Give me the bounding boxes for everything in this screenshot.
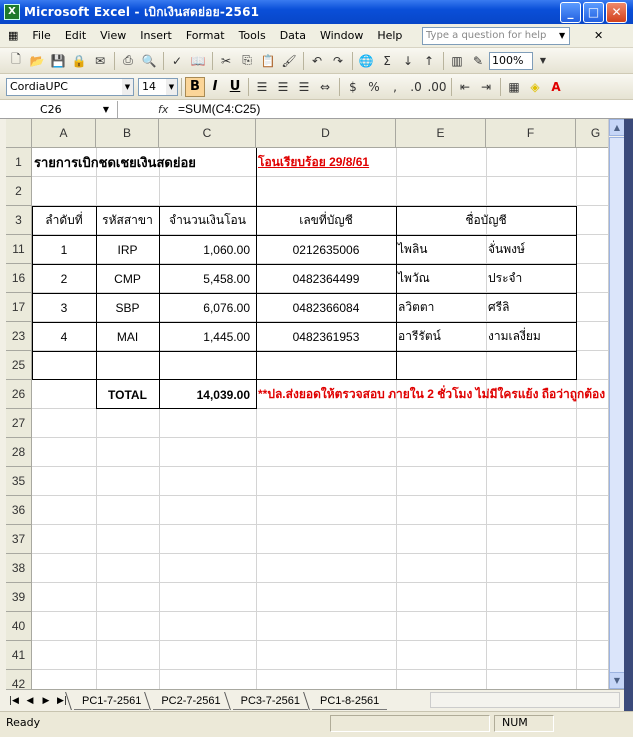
fx-icon[interactable]: fx	[158, 102, 169, 116]
sheet-tab[interactable]: PC1-8-2561	[312, 692, 387, 710]
font-name-select[interactable]	[6, 78, 134, 96]
excel-app-icon[interactable]: X	[4, 4, 20, 20]
separator	[500, 78, 501, 96]
num-lock-indicator: NUM	[502, 716, 528, 729]
table-border	[32, 293, 576, 294]
cell-first-name[interactable]: ลวิตตา	[398, 300, 435, 314]
underline-button[interactable]: U	[229, 78, 241, 94]
cell-amount[interactable]: 1,060.00	[203, 242, 250, 257]
sheet-tab[interactable]: PC1-7-2561	[74, 692, 149, 710]
horizontal-scrollbar[interactable]	[430, 692, 620, 708]
chevron-down-icon: ▼	[102, 104, 109, 114]
copy-icon[interactable]: ⎘	[242, 53, 252, 67]
table-border	[96, 380, 97, 409]
menu-data[interactable]: Data	[279, 29, 306, 42]
status-panel	[330, 715, 490, 732]
row-header[interactable]: 42	[6, 670, 32, 689]
row-header[interactable]: 3	[6, 206, 32, 235]
decrease-indent-icon[interactable]: ⇤	[459, 79, 471, 94]
cell-first-name[interactable]: อารีรัตน์	[398, 329, 441, 343]
next-sheet-icon[interactable]: ▶	[42, 695, 50, 706]
header-account-name[interactable]: ชื่อบัญชี	[465, 213, 507, 227]
cell-first-name[interactable]: ไพลิน	[398, 242, 428, 256]
workbook-icon[interactable]: ▦	[8, 29, 19, 42]
gridline	[32, 524, 608, 525]
separator	[163, 52, 164, 70]
cut-icon[interactable]: ✂	[220, 53, 232, 68]
ask-question-input[interactable]: Type a question for help	[422, 27, 570, 45]
research-icon[interactable]: 📖	[190, 53, 206, 68]
table-border	[32, 206, 576, 207]
select-all-corner[interactable]	[6, 119, 32, 148]
title-cell[interactable]: รายการเบิกชดเชยเงินสดย่อย	[34, 155, 196, 170]
cell-last-name[interactable]: ศรีลิ	[488, 300, 510, 314]
table-border	[256, 148, 257, 409]
row-header[interactable]: 17	[6, 293, 32, 322]
gridline	[32, 553, 608, 554]
sheet-tab[interactable]: PC2-7-2561	[153, 692, 228, 710]
cell-branch[interactable]: SBP	[115, 300, 140, 315]
undo-icon[interactable]: ↶	[311, 53, 323, 68]
last-sheet-icon[interactable]: ▶|	[57, 695, 67, 706]
scroll-down-icon[interactable]: ▼	[609, 672, 625, 689]
cell-last-name[interactable]: จั่นพงษ์	[488, 242, 525, 256]
gridline	[32, 611, 608, 612]
scroll-up-icon[interactable]: ▲	[609, 119, 625, 136]
cell-account[interactable]: 0482364499	[292, 271, 360, 286]
font-size-value: 14	[142, 79, 156, 93]
separator	[451, 78, 452, 96]
row-header[interactable]: 40	[6, 612, 32, 641]
cell-last-name[interactable]: ประจำ	[488, 271, 523, 285]
sheet-tab[interactable]: PC3-7-2561	[233, 692, 308, 710]
total-label-cell[interactable]: TOTAL	[108, 387, 147, 402]
warning-note-cell[interactable]: **ปล.ส่งยอดให้ตรวจสอบ ภายใน 2 ชั่วโมง ไม่มีใครแย้ง ถือว่าถูกต้อง	[258, 387, 606, 401]
column-header-c[interactable]: C	[159, 119, 256, 148]
row-header[interactable]: 1	[6, 148, 32, 177]
print-preview-icon[interactable]: 🔍	[141, 53, 157, 68]
paste-icon[interactable]: 📋	[260, 53, 276, 68]
increase-decimal-icon[interactable]: .0	[410, 79, 422, 94]
first-sheet-icon[interactable]: |◀	[9, 695, 19, 706]
table-border	[32, 264, 576, 265]
drawing-icon[interactable]: ✎	[472, 53, 484, 68]
transfer-note-cell[interactable]: โอนเรียบร้อย 29/8/61	[258, 155, 370, 169]
increase-indent-icon[interactable]: ⇥	[480, 79, 492, 94]
vertical-scrollbar[interactable]	[608, 119, 624, 689]
ask-dropdown-icon[interactable]: ▼	[559, 31, 566, 40]
table-border	[159, 206, 160, 409]
header-no[interactable]: ลำดับที่	[45, 213, 83, 227]
cell-first-name[interactable]: ไพวัณ	[398, 271, 430, 285]
cell-amount[interactable]: 1,445.00	[203, 329, 250, 344]
window-title: Microsoft Excel - เบิกเงินสดย่อย-2561	[24, 4, 260, 19]
table-border	[32, 322, 576, 323]
font-name-value: CordiaUPC	[10, 79, 68, 93]
status-bar	[0, 711, 633, 737]
gridline	[32, 669, 608, 670]
gridline	[32, 640, 608, 641]
separator	[114, 52, 115, 70]
table-border	[96, 408, 257, 409]
column-header-d[interactable]: D	[256, 119, 396, 148]
zoom-dropdown-icon[interactable]: ▼	[539, 56, 547, 65]
chart-wizard-icon[interactable]: ▥	[451, 53, 463, 68]
row-header[interactable]: 36	[6, 496, 32, 525]
table-border	[32, 235, 576, 236]
gridline	[32, 466, 608, 467]
cell-no[interactable]: 4	[60, 329, 68, 344]
save-icon[interactable]: 💾	[50, 53, 66, 68]
table-border	[32, 351, 576, 352]
spelling-icon[interactable]: ✓	[171, 53, 183, 68]
row-header[interactable]: 28	[6, 438, 32, 467]
maximize-button[interactable]: □	[583, 2, 604, 23]
sort-descending-icon[interactable]: ↑	[423, 53, 435, 68]
bold-button[interactable]: B	[185, 77, 205, 97]
title-bar	[0, 0, 633, 24]
table-border	[396, 206, 397, 380]
row-header[interactable]: 37	[6, 525, 32, 554]
redo-icon[interactable]: ↷	[332, 53, 344, 68]
cell-last-name[interactable]: งามเลงี่ยม	[488, 329, 541, 343]
name-box[interactable]	[0, 101, 118, 118]
column-header-b[interactable]: B	[96, 119, 159, 148]
borders-icon[interactable]: ▦	[508, 79, 520, 94]
cell-no[interactable]: 3	[60, 300, 68, 315]
gridline	[32, 495, 608, 496]
autosum-icon[interactable]: Σ	[383, 53, 391, 68]
desktop-edge	[624, 119, 633, 737]
cell-branch[interactable]: MAI	[116, 329, 139, 344]
fill-color-icon[interactable]: ◈	[530, 79, 540, 94]
prev-sheet-icon[interactable]: ◀	[26, 695, 34, 706]
gridline	[32, 582, 608, 583]
separator	[248, 78, 249, 96]
row-header[interactable]: 26	[6, 380, 32, 409]
cell-no[interactable]: 1	[60, 242, 68, 257]
close-button[interactable]: ✕	[606, 2, 627, 23]
cell-branch[interactable]: IRP	[117, 242, 138, 257]
cell-account[interactable]: 0212635006	[292, 242, 360, 257]
header-branch[interactable]: รหัสสาขา	[102, 213, 153, 227]
header-amount[interactable]: จำนวนเงินโอน	[169, 213, 246, 227]
separator	[352, 52, 353, 70]
align-left-icon[interactable]: ☰	[256, 79, 268, 94]
zoom-select[interactable]: 100%	[489, 52, 533, 70]
separator	[443, 52, 444, 70]
header-account[interactable]: เลขที่บัญชี	[299, 213, 353, 227]
font-size-select[interactable]	[138, 78, 178, 96]
sort-ascending-icon[interactable]: ↓	[402, 53, 414, 68]
column-header-f[interactable]: F	[486, 119, 576, 148]
menu-file[interactable]: File	[32, 29, 51, 42]
align-center-icon[interactable]: ☰	[277, 79, 289, 94]
workbook-close-icon[interactable]: ✕	[594, 29, 604, 42]
table-border	[32, 206, 33, 380]
menu-tools[interactable]: Tools	[238, 29, 266, 42]
menu-window[interactable]: Window	[319, 29, 364, 42]
separator	[339, 78, 340, 96]
permission-icon[interactable]: 🔒	[71, 53, 87, 68]
table-border	[576, 206, 577, 380]
cell-branch[interactable]: CMP	[114, 271, 141, 286]
cell-no[interactable]: 2	[60, 271, 68, 286]
menu-format[interactable]: Format	[185, 29, 225, 42]
column-header-g[interactable]: G	[576, 119, 608, 148]
chevron-down-icon: ▼	[166, 79, 177, 95]
separator	[212, 52, 213, 70]
row-header[interactable]: 16	[6, 264, 32, 293]
row-header[interactable]: 25	[6, 351, 32, 380]
formula-input[interactable]: =SUM(C4:C25)	[178, 102, 261, 116]
format-painter-icon[interactable]: 🖌	[281, 53, 297, 68]
row-header[interactable]: 23	[6, 322, 32, 351]
table-border	[96, 206, 97, 409]
worksheet-grid[interactable]	[6, 119, 608, 689]
row-header[interactable]: 41	[6, 641, 32, 670]
separator	[303, 52, 304, 70]
row-header[interactable]: 39	[6, 583, 32, 612]
currency-icon[interactable]: $	[349, 79, 357, 94]
merge-center-icon[interactable]: ⇔	[319, 79, 331, 94]
standard-toolbar	[0, 48, 633, 74]
email-icon[interactable]: ✉	[94, 53, 106, 68]
status-ready: Ready	[6, 716, 41, 729]
column-header-e[interactable]: E	[396, 119, 486, 148]
cell-account[interactable]: 0482366084	[292, 300, 360, 315]
menu-help[interactable]: Help	[377, 29, 403, 42]
decrease-decimal-icon[interactable]: .00	[427, 79, 447, 94]
formatting-toolbar	[0, 74, 633, 100]
row-header[interactable]: 11	[6, 235, 32, 264]
row-header[interactable]: 38	[6, 554, 32, 583]
row-header[interactable]: 35	[6, 467, 32, 496]
cell-amount[interactable]: 6,076.00	[203, 300, 250, 315]
chevron-down-icon: ▼	[122, 79, 133, 95]
separator	[181, 78, 182, 96]
menu-edit[interactable]: Edit	[64, 29, 87, 42]
column-header-a[interactable]: A	[32, 119, 96, 148]
gridline	[32, 437, 608, 438]
print-icon[interactable]: ⎙	[123, 53, 133, 67]
new-icon[interactable]: 🗋	[11, 52, 21, 66]
minimize-button[interactable]: _	[560, 2, 581, 23]
scroll-thumb[interactable]	[609, 137, 625, 677]
total-value-cell[interactable]: 14,039.00	[196, 387, 250, 402]
row-header[interactable]: 27	[6, 409, 32, 438]
row-header[interactable]: 2	[6, 177, 32, 206]
cell-account[interactable]: 0482361953	[292, 329, 360, 344]
cell-amount[interactable]: 5,458.00	[203, 271, 250, 286]
formula-bar	[0, 100, 633, 119]
name-box-value: C26	[40, 102, 62, 116]
percent-icon[interactable]: %	[368, 79, 380, 94]
table-border	[32, 379, 576, 380]
italic-button[interactable]: I	[212, 78, 218, 94]
comma-style-icon[interactable]: ,	[393, 79, 397, 94]
align-right-icon[interactable]: ☰	[298, 79, 310, 94]
menu-view[interactable]: View	[100, 29, 127, 42]
font-color-icon[interactable]: A	[551, 79, 561, 94]
open-icon[interactable]: 📂	[29, 53, 45, 68]
hyperlink-icon[interactable]: 🌐	[358, 53, 374, 68]
menu-insert[interactable]: Insert	[140, 29, 172, 42]
